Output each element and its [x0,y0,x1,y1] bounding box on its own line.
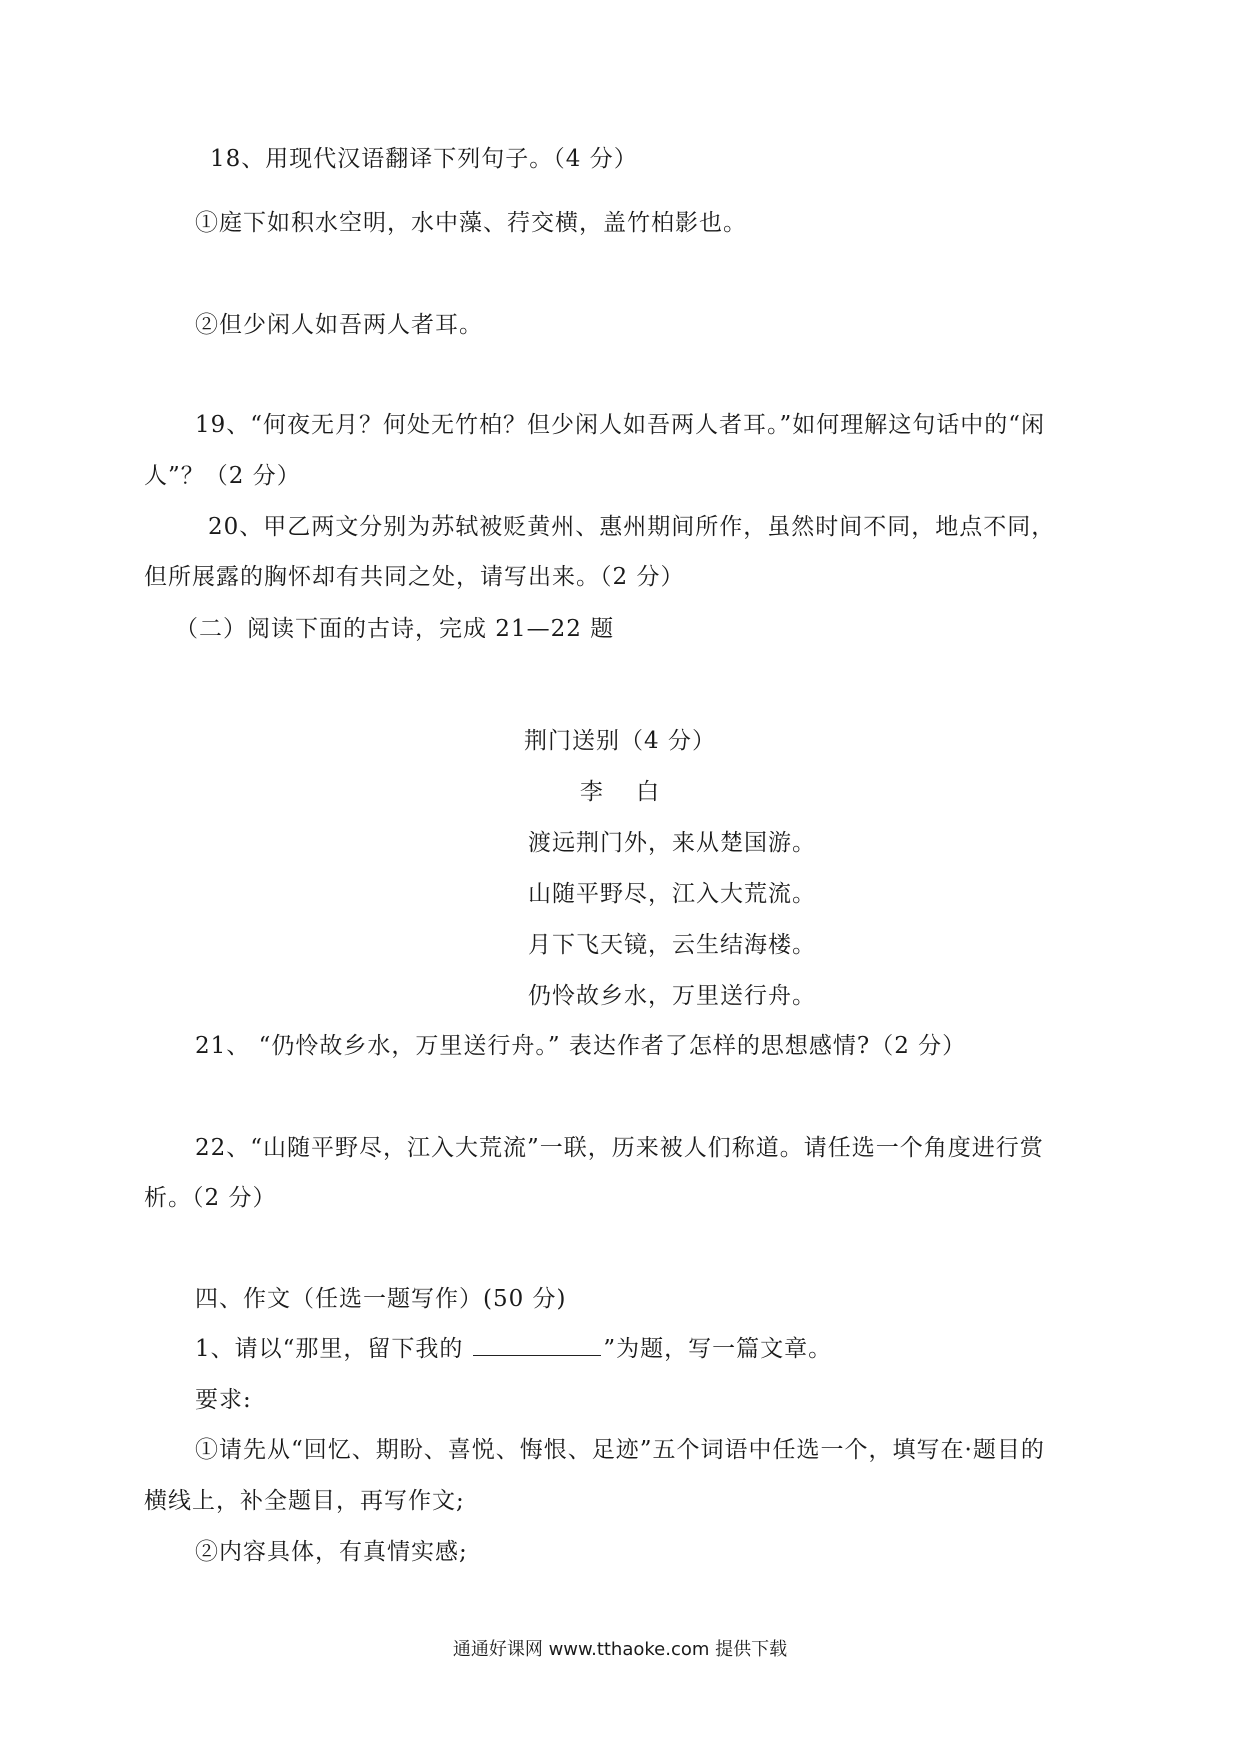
q19-line-2: 人”？（2 分） [144,463,301,489]
section-2-heading: （二）阅读下面的古诗，完成 21—22 题 [175,616,615,642]
poem-line: 月下飞天镜，云生结海楼。 [528,932,816,958]
requirement-1-line-1: ①请先从“回忆、期盼、喜悦、悔恨、足迹”五个词语中任选一个，填写在·题目的 [195,1437,1045,1463]
q18-sentence-2: ②但少闲人如吾两人者耳。 [195,312,483,338]
q19-line-1: 19、“何夜无月？何处无竹柏？但少闲人如吾两人者耳。”如何理解这句话中的“闲 [195,412,1046,438]
requirements-label: 要求: [195,1387,252,1413]
requirement-2: ②内容具体，有真情实感; [195,1539,468,1565]
essay-prompt-end: ”为题，写一篇文章。 [603,1336,833,1362]
poem-line: 渡远荆门外，来从楚国游。 [528,830,816,856]
poem-line: 仍怜故乡水，万里送行舟。 [528,983,816,1009]
poem-line: 山随平野尽，江入大荒流。 [528,881,816,907]
q20-line-2: 但所展露的胸怀却有共同之处，请写出来。（2 分） [144,564,685,590]
poem-title: 荆门送别（4 分） [524,728,716,754]
essay-prompt-start: 1、请以“那里，留下我的 [195,1336,464,1362]
essay-prompt [195,1333,832,1365]
requirement-1-line-2: 横线上，补全题目，再写作文; [144,1488,465,1514]
q21-text: 21、 “仍怜故乡水，万里送行舟。” 表达作者了怎样的思想感情?（2 分） [195,1033,967,1059]
q18-title: 18、用现代汉语翻译下列句子。（4 分） [210,146,638,172]
essay-heading: 四、作文（任选一题写作）(50 分) [195,1286,567,1312]
poem-author: 李 白 [579,779,661,805]
q22-line-2: 析。（2 分） [144,1185,277,1211]
q22-line-1: 22、“山随平野尽，江入大荒流”一联，历来被人们称道。请任选一个角度进行赏 [195,1135,1044,1161]
q18-sentence-1: ①庭下如积水空明，水中藻、荇交横，盖竹柏影也。 [195,210,747,236]
title-blank-line [473,1333,601,1356]
q20-line-1: 20、甲乙两文分别为苏轼被贬黄州、惠州期间所作，虽然时间不同，地点不同， [208,514,1056,540]
footer-download-note: 通通好课网 www.tthaoke.com 提供下载 [452,1639,788,1660]
